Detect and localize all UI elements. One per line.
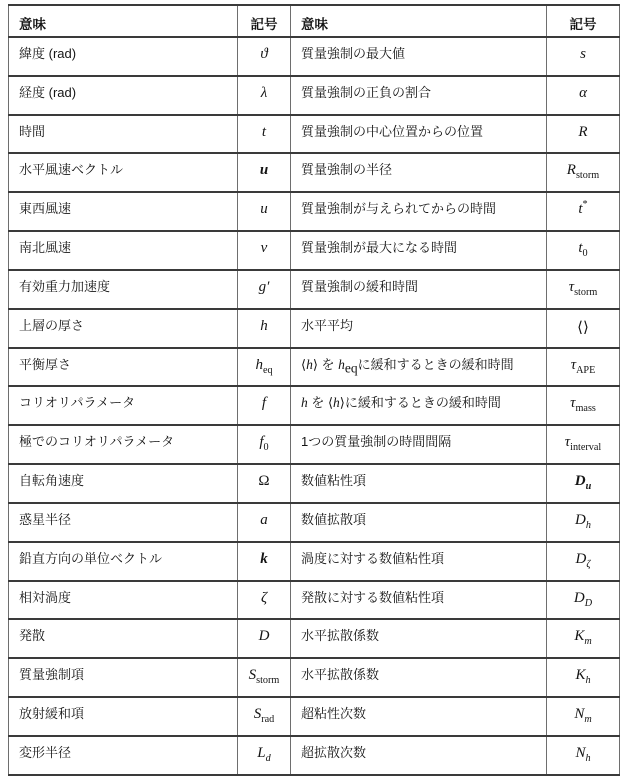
meaning-cell-right: 質量強制が最大になる時間 — [291, 231, 547, 270]
meaning-cell-left: 質量強制項 — [9, 658, 238, 697]
text-segment: ϑ — [260, 46, 268, 62]
meaning-cell-right: 水平平均 — [291, 309, 547, 348]
symbol-cell-right — [547, 231, 620, 270]
symbol-cell-left — [238, 348, 291, 387]
meaning-cell-left: 相対渦度 — [9, 581, 238, 620]
meaning-cell-left: 発散 — [9, 619, 238, 658]
symbol-cell-left — [238, 425, 291, 464]
text-segment: τ — [570, 395, 576, 412]
table-row — [9, 542, 620, 581]
table-row — [9, 386, 620, 425]
text-segment: D — [575, 511, 586, 528]
table-row — [9, 192, 620, 231]
symbol-cell-left — [238, 115, 291, 154]
meaning-cell-left: 惑星半径 — [9, 503, 238, 542]
meaning-cell-left: 緯度 (rad) — [9, 37, 238, 76]
header-row — [9, 5, 620, 37]
symbol-cell-right — [547, 425, 620, 464]
meaning-cell-right: 質量強制の半径 — [291, 153, 547, 192]
text-segment: h — [255, 356, 263, 373]
table-row — [9, 503, 620, 542]
table-row — [9, 697, 620, 736]
symbol-cell-right — [547, 348, 620, 387]
meaning-cell-right — [291, 348, 547, 387]
symbol-cell-left — [238, 270, 291, 309]
symbol-cell-right — [547, 192, 620, 231]
meaning-cell-right: 水平拡散係数 — [291, 619, 547, 658]
notation-table — [8, 4, 620, 776]
header-meaning-right: 意味 — [291, 5, 547, 37]
text-segment: ⟩ を — [312, 356, 339, 372]
subscript: mass — [575, 403, 596, 415]
table-row — [9, 76, 620, 115]
table-row — [9, 425, 620, 464]
table-row — [9, 581, 620, 620]
header-symbol-left: 記号 — [238, 5, 291, 37]
symbol-cell-left — [238, 386, 291, 425]
meaning-cell-right: 超拡散次数 — [291, 736, 547, 775]
meaning-cell-right: 質量強制の最大値 — [291, 37, 547, 76]
subscript: storm — [574, 286, 598, 298]
superscript: * — [582, 199, 588, 211]
text-segment: t — [578, 240, 583, 257]
symbol-cell-left — [238, 619, 291, 658]
table-row — [9, 153, 620, 192]
symbol-cell-right — [547, 736, 620, 775]
subscript: u — [585, 481, 592, 493]
symbol-cell-left — [238, 503, 291, 542]
symbol-cell-left — [238, 309, 291, 348]
meaning-cell-right: 質量強制の正負の割合 — [291, 76, 547, 115]
table-row — [9, 231, 620, 270]
meaning-cell-right: 数値拡散項 — [291, 503, 547, 542]
meaning-cell-right: 水平拡散係数 — [291, 658, 547, 697]
symbol-cell-right — [547, 309, 620, 348]
text-segment: S — [248, 667, 257, 684]
symbol-cell-right — [547, 542, 620, 581]
text-segment: を ⟨ — [307, 395, 334, 411]
text-segment: L — [257, 744, 266, 761]
meaning-cell-right: 発散に対する数値粘性項 — [291, 581, 547, 620]
text-segment: D — [574, 473, 586, 490]
text-segment: h — [306, 356, 313, 372]
symbol-cell-left — [238, 697, 291, 736]
symbol-cell-right — [547, 697, 620, 736]
text-segment: D — [575, 550, 587, 567]
text-segment: τ — [570, 356, 577, 373]
subscript: h — [585, 752, 591, 764]
text-segment: s — [580, 46, 586, 62]
table-row — [9, 736, 620, 775]
text-segment: u — [259, 162, 269, 179]
text-segment: f — [261, 395, 267, 412]
table-body — [9, 37, 620, 775]
subscript: 0 — [582, 248, 588, 260]
symbol-cell-right — [547, 270, 620, 309]
subscript: storm — [256, 675, 280, 687]
text-segment: ⟨⟩ — [577, 319, 589, 336]
text-segment: u — [260, 201, 268, 218]
text-segment: K — [575, 667, 586, 684]
text-segment: K — [574, 628, 585, 645]
text-segment: Ω — [258, 473, 270, 490]
table-header — [9, 5, 620, 37]
table-row — [9, 464, 620, 503]
symbol-cell-left — [238, 464, 291, 503]
table-row — [9, 115, 620, 154]
text-segment: D — [573, 589, 585, 606]
meaning-cell-left: コリオリパラメータ — [9, 386, 238, 425]
table-row — [9, 37, 620, 76]
text-segment: h — [333, 395, 340, 411]
symbol-cell-right — [547, 503, 620, 542]
meaning-cell-left: 経度 (rad) — [9, 76, 238, 115]
subscript: eq — [344, 360, 358, 376]
meaning-cell-left: 自転角速度 — [9, 464, 238, 503]
symbol-cell-right — [547, 658, 620, 697]
text-segment: に緩和するときの緩和時間 — [357, 356, 514, 372]
meaning-cell-right: 数値粘性項 — [291, 464, 547, 503]
text-segment: a — [260, 511, 268, 528]
meaning-cell-left: 南北風速 — [9, 231, 238, 270]
meaning-cell-left: 鉛直方向の単位ベクトル — [9, 542, 238, 581]
symbol-cell-right — [547, 386, 620, 425]
meaning-cell-left: 上層の厚さ — [9, 309, 238, 348]
subscript: interval — [570, 442, 602, 454]
subscript: m — [584, 636, 592, 648]
meaning-cell-left: 変形半径 — [9, 736, 238, 775]
text-segment: h — [260, 317, 268, 334]
meaning-cell-left: 有効重力加速度 — [9, 270, 238, 309]
text-segment: N — [575, 744, 586, 761]
meaning-cell-left: 東西風速 — [9, 192, 238, 231]
table-row — [9, 348, 620, 387]
symbol-cell-left — [238, 581, 291, 620]
header-meaning-left: 意味 — [9, 5, 238, 37]
meaning-cell-right: 質量強制が与えられてからの時間 — [291, 192, 547, 231]
meaning-cell-right: 質量強制の中心位置からの位置 — [291, 115, 547, 154]
table-row — [9, 658, 620, 697]
subscript: rad — [261, 714, 275, 726]
table-row — [9, 270, 620, 309]
subscript: m — [584, 714, 592, 726]
symbol-cell-right — [547, 464, 620, 503]
text-segment: S — [253, 706, 262, 723]
subscript: eq — [262, 364, 273, 376]
table-row — [9, 309, 620, 348]
meaning-cell-left: 時間 — [9, 115, 238, 154]
symbol-cell-left — [238, 736, 291, 775]
text-segment: D — [258, 628, 270, 645]
meaning-cell-left: 極でのコリオリパラメータ — [9, 425, 238, 464]
text-segment: ⟩に緩和するときの緩和時間 — [339, 395, 501, 411]
meaning-cell-left: 水平風速ベクトル — [9, 153, 238, 192]
text-segment: τ — [564, 434, 571, 451]
text-segment: k — [260, 550, 268, 567]
symbol-cell-left — [238, 542, 291, 581]
text-segment: τ — [568, 278, 575, 295]
subscript: APE — [576, 364, 596, 376]
subscript: h — [585, 519, 591, 531]
symbol-cell-left — [238, 153, 291, 192]
text-segment: R — [578, 123, 588, 140]
meaning-cell-right: 超粘性次数 — [291, 697, 547, 736]
meaning-cell-right: 渦度に対する数値粘性項 — [291, 542, 547, 581]
text-segment: R — [566, 162, 576, 179]
meaning-cell-left: 平衡厚さ — [9, 348, 238, 387]
header-symbol-right: 記号 — [547, 5, 620, 37]
table-row — [9, 619, 620, 658]
subscript: ζ — [586, 558, 591, 570]
text-segment: t — [578, 201, 583, 218]
text-segment: N — [574, 706, 585, 723]
symbol-cell-left — [238, 37, 291, 76]
symbol-cell-left — [238, 658, 291, 697]
text-segment: g′ — [258, 278, 270, 295]
text-segment: f — [259, 434, 264, 451]
text-segment: ⟨ — [301, 356, 307, 372]
symbol-cell-right — [547, 76, 620, 115]
meaning-cell-right: 1つの質量強制の時間間隔 — [291, 425, 547, 464]
subscript: d — [265, 752, 271, 764]
text-segment: h — [301, 395, 308, 411]
symbol-cell-right — [547, 153, 620, 192]
subscript: storm — [575, 170, 600, 182]
meaning-cell-right — [291, 386, 547, 425]
text-segment: ζ — [260, 589, 268, 606]
subscript: 0 — [263, 442, 269, 454]
symbol-cell-left — [238, 192, 291, 231]
text-segment: α — [579, 84, 587, 101]
text-segment: t — [261, 123, 267, 140]
text-segment: v — [260, 240, 268, 257]
meaning-cell-right: 質量強制の緩和時間 — [291, 270, 547, 309]
text-segment: h — [338, 356, 345, 372]
symbol-cell-right — [547, 37, 620, 76]
symbol-cell-right — [547, 619, 620, 658]
symbol-cell-right — [547, 581, 620, 620]
symbol-cell-left — [238, 76, 291, 115]
text-segment: λ — [260, 84, 268, 101]
symbol-cell-left — [238, 231, 291, 270]
subscript: D — [584, 597, 593, 609]
subscript: h — [585, 675, 591, 687]
symbol-cell-right — [547, 115, 620, 154]
meaning-cell-left: 放射緩和項 — [9, 697, 238, 736]
